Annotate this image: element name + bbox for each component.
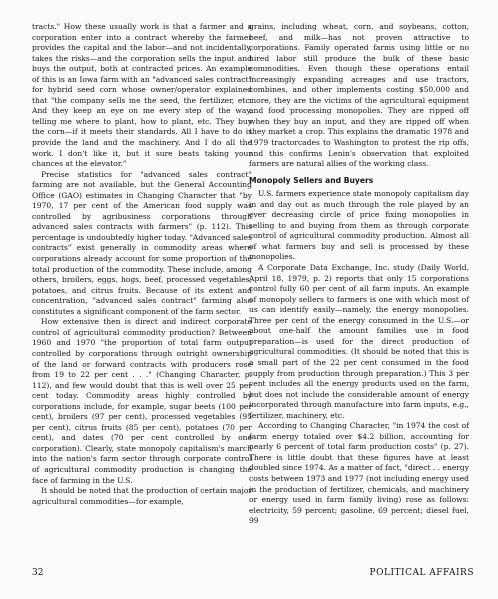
left-column [32, 22, 252, 507]
paragraph: Precise statistics for "advanced sales contract" farming are not available, but the General Accounting Office (GAO) estimates in Changing Character that "by 1970, 17 per cent of the American food supply was controlled by agribusiness corporations through advanced sales contracts with farmers" (p. 112). This percentage is undoubtedly higher today. "Advanced sales contracts" exist generally in commodity areas where corporations already account for some proportion of the total production of the commodity. These include, among others, broilers, eggs, hogs, beef, processed vegetables, potatoes, and citrus fruits. Because of its extent and concentration, "advanced sales contract" farming also constitutes a significant component of the farm sector. [32, 169, 252, 316]
right-column [249, 22, 469, 527]
paragraph: U.S. farmers experience state monopoly capitalism day in and day out as much through the role played by an ever decreasing circle of price fixing monopolies in selling to and buying from them as through corporate control of agricultural commodity production. Almost all of what farmers buy and sell is processed by these monopolies. [249, 189, 469, 262]
section-heading: Monopoly Sellers and Buyers [249, 175, 374, 185]
paragraph: It should be noted that the production of certain major agricultural commodities—for example, [32, 486, 252, 506]
paragraph: How extensive then is direct and indirect corporate control of agricultural commodity production? Between 1960 and 1970 "the proportion of total farm output controlled by corporations through outright ownership of the land or forward contracts with producers rose from 19 to 22 per cent . . ." (Changing Character, p. 112), and few would doubt that this is well over 25 per cent today. Commodity areas highly controlled by corporations include, for example, sugar beets (100 per cent), broilers (97 per cent), processed vegetables (95 per cent), citrus fruits (85 per cent), potatoes (70 per cent), and dates (70 per cent controlled by one corporation). Clearly, state monopoly capitalism's march into the nation's farm sector through corporate control of agricultural commodity production is changing the face of farming in the U.S. [32, 317, 252, 485]
paragraph: grains, including wheat, corn, and soybeans, cotton, beef, and milk—has not proven attractive to corporations. Family operated farms using little or no hired labor still produce the bulk of these basic commodities. Even though these operations entail increasingly expanding acreages and use tractors, combines, and other implements costing $50,000 and more, they are the victims of the agricultural equipment and food processing monopolies. They are ripped off when they buy an input, and they are ripped off when they market a crop. This explains the dramatic 1978 and 1979 tractorcades to Washington to protest the rip offs, and this confirms Lenin's observation that exploited farmers are natural allies of the working class. [249, 22, 469, 169]
paragraph: tracts." How these usually work is that a farmer and a corporation enter into a contract whereby the farmer provides the capital and the labor—and not incidentally, takes the risks—and the corporation sells the input and buys the output, both at contracted prices. An example of this is an Iowa farm with an "advanced sales contract" for hybrid seed corn whose owner/operator explained that "the company sells me the seed, the fertilizer, etc. And they keep an eye on me every step of the way, telling me where to plant, how to plant, etc. They buy the corn—if it meets their standards. All I have to do is provide the land and the machinery. And I do all the work. I don't like it, but it sure beats taking your chances at the elevator." [32, 22, 252, 169]
page-number: 32 [32, 568, 44, 578]
paragraph: According to Changing Character, "in 1974 the cost of farm energy totaled over $4.2 billion, accounting for nearly 6 percent of total farm production costs" (p. 27). There is little doubt that these figures have at least doubled since 1974. As a matter of fact, "direct . . energy costs between 1973 and 1977 (not including energy used in the production of fertilizer, chemicals, and machinery or energy used in farm family living) rose as follows: electricity, 59 percent; gasoline, 69 percent; diesel fuel, 99 [249, 421, 469, 526]
paragraph: A Corporate Data Exchange, Inc. study (Daily World, April 18, 1979, p. 2) reports that only 15 corporations control fully 60 per cent of all farm inputs. An example of monopoly sellers to farmers is one with which most of us can identify easily—namely, the energy monopolies. Three per cent of the energy consumed in the U.S.—or about one-half the amount families use in food preparation—is used for the direct production of agricultural commodities. (It should be noted that this is a small part of the 22 per cent consumed in the food supply from production through preparation.) This 3 per cent includes all the energy products used on the farm, but does not include the considerable amount of energy incorporated through manufacture into farm inputs, e.g., fertilizer, machinery, etc. [249, 263, 469, 420]
page-footer [32, 568, 474, 578]
publication-name: POLITICAL AFFAIRS [369, 568, 474, 578]
